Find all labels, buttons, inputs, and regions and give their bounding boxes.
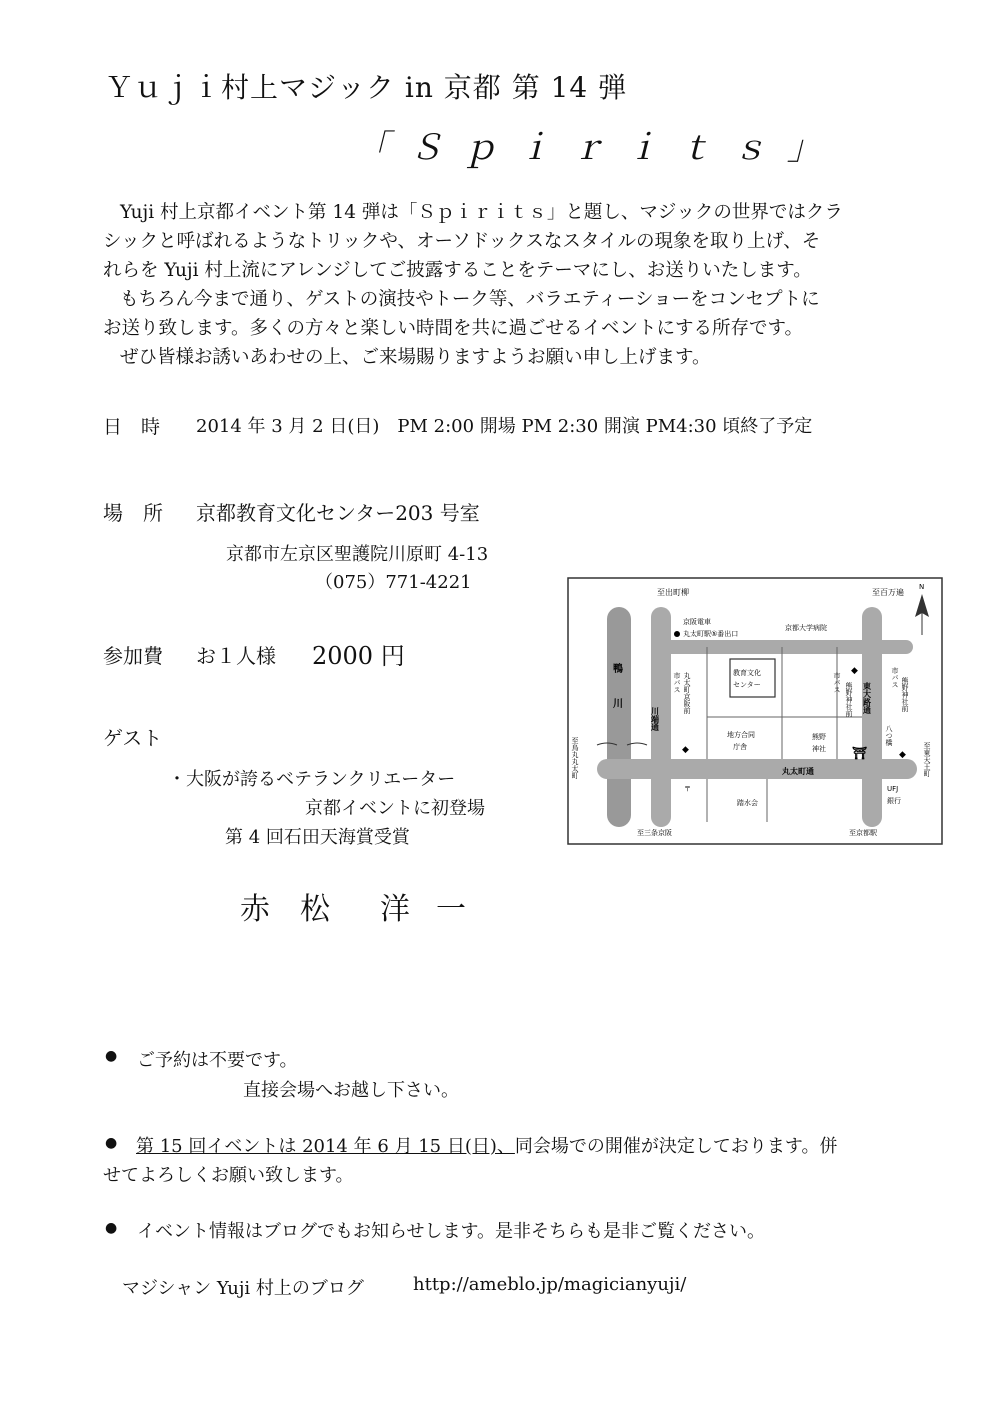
svg-text:◆: ◆ xyxy=(682,745,689,755)
blog-label: マジシャン Yuji 村上のブログ xyxy=(122,1278,364,1299)
fee-label: 参加費 xyxy=(103,644,163,668)
guest-label: ゲスト xyxy=(103,726,163,750)
guest-name-char: 洋 xyxy=(380,892,410,927)
intro-line: れらを Yuji 村上流にアレンジしてご披露することをテーマにし、お送りいたします。 xyxy=(103,260,812,281)
map-label: 八つ橋 xyxy=(885,725,893,746)
map-label: 丸太町駅⑤番出口 xyxy=(683,630,739,638)
map-label: UFJ xyxy=(887,785,899,793)
map-label: 熊野神社前 xyxy=(845,682,853,717)
map-label: 熊野 xyxy=(812,733,826,741)
intro-line: ぜひ皆様お誘いあわせの上、ご来場賜りますようお願い申し上げます。 xyxy=(120,347,711,368)
next-event-underlined: 第 15 回イベントは 2014 年 6 月 15 日(日)、 xyxy=(136,1136,515,1157)
kamo-river xyxy=(607,607,631,827)
map-label: 熊野神社前 xyxy=(901,677,909,712)
map-label: 庁舎 xyxy=(733,743,747,751)
venue-building xyxy=(730,659,775,697)
upper-street xyxy=(659,640,913,654)
intro-line: Yuji 村上京都イベント第 14 弾は「Ｓｐｉｒｉｔｓ」と題し、マジックの世界ではクラ xyxy=(120,202,843,223)
map-label: 市バス xyxy=(833,672,841,693)
intro-line: もちろん今まで通り、ゲストの演技やトーク等、バラエティーショーをコンセプトに xyxy=(120,289,820,310)
bullet-icon: ● xyxy=(105,1135,118,1151)
venue-name: 京都教育文化センター203 号室 xyxy=(196,501,480,525)
map-label: 鴨 xyxy=(613,664,623,675)
guest-name xyxy=(240,884,476,928)
map-label: 至烏丸丸太町 xyxy=(571,737,579,779)
note-text: ご予約は不要です。 xyxy=(137,1050,298,1071)
map-label: 至三条京阪 xyxy=(637,829,672,837)
map-label: 至百万遍 xyxy=(872,588,904,597)
intro-line: シックと呼ばれるようなトリックや、オーソドックスなスタイルの現象を取り上げ、そ xyxy=(103,231,821,252)
map-label: 至京都駅 xyxy=(849,829,877,837)
guest-desc: 第 4 回石田天海賞受賞 xyxy=(225,827,410,848)
map-label: 教育文化 xyxy=(733,669,761,677)
intro-line: お送り致します。多くの方々と楽しい時間を共に過ごせるイベントにする所存です。 xyxy=(103,318,804,339)
fee-per: お１人様 xyxy=(196,644,276,668)
guest-name-char: 松 xyxy=(300,892,330,927)
map-label: 丸太町通 xyxy=(782,767,814,776)
bullet-icon: ● xyxy=(105,1048,118,1064)
event-title: Ｙｕｊｉ村上マジック in 京都 第 14 弾 xyxy=(105,71,628,104)
map-label: 市バス xyxy=(673,672,681,693)
map-label: 至出町柳 xyxy=(657,588,689,597)
venue-map xyxy=(567,577,943,845)
map-label: 川端通 xyxy=(650,707,660,731)
map-label: センター xyxy=(733,681,761,689)
event-subtitle: 「Ｓｐｉｒｉｔｓ」 xyxy=(355,128,841,168)
guest-desc: 京都イベントに初登場 xyxy=(305,798,485,819)
note-text: 直接会場へお越し下さい。 xyxy=(243,1080,459,1101)
guest-name-char: 赤 xyxy=(240,892,270,927)
map-label: 川 xyxy=(613,699,623,710)
map-label: 丸太町京阪前 xyxy=(683,672,691,714)
map-label: 京阪電車 xyxy=(683,618,711,626)
next-event-rest: 同会場での開催が決定しております。併 xyxy=(514,1136,838,1157)
blog-link[interactable]: http://ameblo.jp/magicianyuji/ xyxy=(413,1274,687,1295)
guest-desc: ・大阪が誇るベテランクリエーター xyxy=(168,769,456,790)
marutamachi-road xyxy=(597,759,917,779)
map-label: N xyxy=(919,583,925,591)
venue-address: 京都市左京区聖護院川原町 4-13 xyxy=(226,544,489,565)
map-label: 東大路通 xyxy=(862,682,872,714)
map-label: 至東天王町 xyxy=(923,742,931,777)
datetime-value: 2014 年 3 月 2 日(日) PM 2:00 開場 PM 2:30 開演 PM4:30 頃終了予定 xyxy=(196,416,813,437)
map-label: 地方合同 xyxy=(727,731,755,739)
bullet-icon: ● xyxy=(105,1220,118,1236)
svg-text:◆: ◆ xyxy=(899,750,906,760)
note-text: せてよろしくお願い致します。 xyxy=(103,1165,354,1186)
map-label: 銀行 xyxy=(887,797,901,805)
note-text xyxy=(136,1132,837,1158)
note-text: イベント情報はブログでもお知らせします。是非そちらも是非ご覧ください。 xyxy=(137,1221,766,1242)
svg-text:⛩: ⛩ xyxy=(852,746,868,760)
map-label: 京都大学病院 xyxy=(785,624,827,632)
map-label: 踏水会 xyxy=(737,799,758,807)
map-label: 神社 xyxy=(812,745,826,753)
venue-label: 場 所 xyxy=(103,501,163,525)
guest-name-char: 一 xyxy=(436,892,466,927)
svg-text:◆: ◆ xyxy=(851,666,858,676)
map-label: 市バス xyxy=(891,667,899,688)
map-label: 〒 xyxy=(684,785,691,793)
venue-phone: （075）771-4221 xyxy=(315,572,472,593)
datetime-label: 日 時 xyxy=(103,416,161,438)
fee-amount: 2000 円 xyxy=(312,642,405,670)
